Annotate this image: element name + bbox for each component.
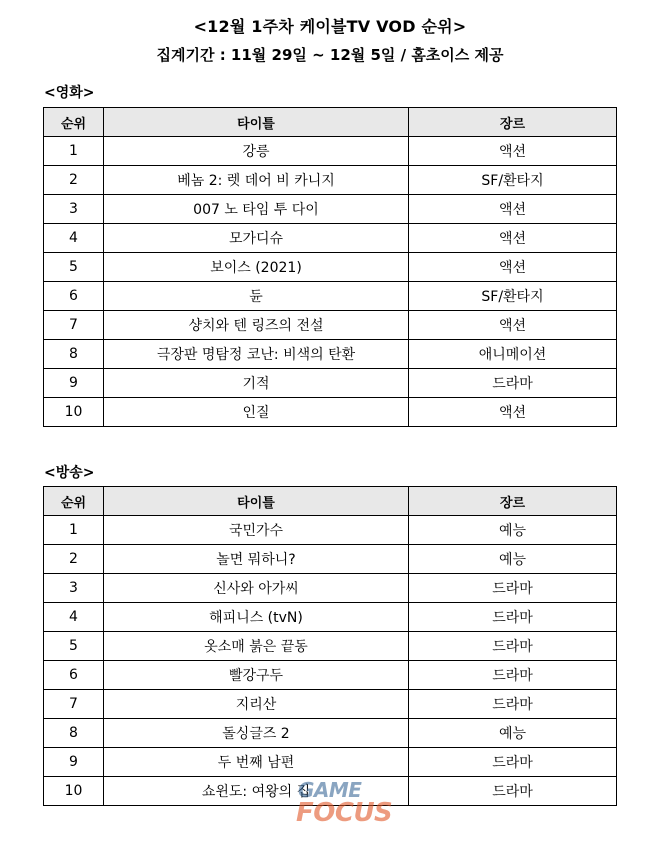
- genre-cell: 액션: [409, 398, 617, 427]
- rank-cell: 8: [44, 340, 104, 369]
- title-cell: 샹치와 텐 링즈의 전설: [104, 311, 409, 340]
- rank-cell: 2: [44, 166, 104, 195]
- rank-cell: 7: [44, 311, 104, 340]
- column-header-rank: 순위: [44, 108, 104, 137]
- watermark-line2: FOCUS: [296, 798, 393, 828]
- title-cell: 듄: [104, 282, 409, 311]
- rank-cell: 5: [44, 632, 104, 661]
- table-row: [44, 369, 617, 398]
- column-header-title: 타이틀: [104, 487, 409, 516]
- table-header-row: [44, 487, 617, 516]
- title-cell: 쇼윈도: 여왕의 집: [104, 777, 409, 806]
- tv-table-body: [44, 516, 617, 806]
- genre-cell: 액션: [409, 253, 617, 282]
- table-row: [44, 398, 617, 427]
- table-row: [44, 224, 617, 253]
- title-cell: 극장판 명탐정 코난: 비색의 탄환: [104, 340, 409, 369]
- title-cell: 기적: [104, 369, 409, 398]
- column-header-genre: 장르: [409, 108, 617, 137]
- rank-cell: 10: [44, 398, 104, 427]
- title-cell: 베놈 2: 렛 데어 비 카니지: [104, 166, 409, 195]
- column-header-rank: 순위: [44, 487, 104, 516]
- rank-cell: 5: [44, 253, 104, 282]
- genre-cell: 드라마: [409, 603, 617, 632]
- genre-cell: 드라마: [409, 574, 617, 603]
- rank-cell: 3: [44, 195, 104, 224]
- table-row: [44, 516, 617, 545]
- genre-cell: 예능: [409, 545, 617, 574]
- table-row: [44, 777, 617, 806]
- column-header-genre: 장르: [409, 487, 617, 516]
- table-row: [44, 632, 617, 661]
- movies-section-label: <영화>: [44, 85, 95, 101]
- table-row: [44, 195, 617, 224]
- rank-cell: 6: [44, 282, 104, 311]
- genre-cell: 예능: [409, 719, 617, 748]
- genre-cell: 액션: [409, 224, 617, 253]
- title-cell: 돌싱글즈 2: [104, 719, 409, 748]
- title-cell: 해피니스 (tvN): [104, 603, 409, 632]
- table-row: [44, 661, 617, 690]
- watermark-line1: GAME: [298, 778, 362, 802]
- genre-cell: 액션: [409, 311, 617, 340]
- rank-cell: 6: [44, 661, 104, 690]
- table-row: [44, 690, 617, 719]
- rank-cell: 9: [44, 369, 104, 398]
- title-cell: 빨강구두: [104, 661, 409, 690]
- table-row: [44, 311, 617, 340]
- genre-cell: 드라마: [409, 777, 617, 806]
- title-cell: 놀면 뭐하니?: [104, 545, 409, 574]
- table-row: [44, 253, 617, 282]
- genre-cell: 액션: [409, 195, 617, 224]
- title-cell: 007 노 타임 투 다이: [104, 195, 409, 224]
- genre-cell: 액션: [409, 137, 617, 166]
- table-header-row: [44, 108, 617, 137]
- genre-cell: 예능: [409, 516, 617, 545]
- table-row: [44, 166, 617, 195]
- tv-section-label: <방송>: [44, 465, 95, 481]
- title-cell: 지리산: [104, 690, 409, 719]
- genre-cell: 드라마: [409, 690, 617, 719]
- genre-cell: 애니메이션: [409, 340, 617, 369]
- rank-cell: 4: [44, 603, 104, 632]
- title-cell: 강릉: [104, 137, 409, 166]
- movies-table-body: [44, 137, 617, 427]
- page-title: <12월 1주차 케이블TV VOD 순위>: [193, 17, 467, 36]
- rank-cell: 7: [44, 690, 104, 719]
- table-row: [44, 545, 617, 574]
- rank-cell: 2: [44, 545, 104, 574]
- aggregation-period: 집계기간 : 11월 29일 ~ 12월 5일 / 홈초이스 제공: [156, 46, 504, 64]
- rank-cell: 1: [44, 516, 104, 545]
- title-cell: 보이스 (2021): [104, 253, 409, 282]
- rank-cell: 1: [44, 137, 104, 166]
- tv-ranking-table: [43, 486, 617, 806]
- table-row: [44, 574, 617, 603]
- title-cell: 국민가수: [104, 516, 409, 545]
- genre-cell: SF/환타지: [409, 282, 617, 311]
- table-row: [44, 137, 617, 166]
- rank-cell: 3: [44, 574, 104, 603]
- genre-cell: 드라마: [409, 369, 617, 398]
- rank-cell: 9: [44, 748, 104, 777]
- title-cell: 인질: [104, 398, 409, 427]
- table-row: [44, 603, 617, 632]
- rank-cell: 10: [44, 777, 104, 806]
- table-row: [44, 748, 617, 777]
- title-cell: 두 번째 남편: [104, 748, 409, 777]
- title-cell: 옷소매 붉은 끝동: [104, 632, 409, 661]
- rank-cell: 8: [44, 719, 104, 748]
- movies-ranking-table: [43, 107, 617, 427]
- title-cell: 신사와 아가씨: [104, 574, 409, 603]
- table-row: [44, 282, 617, 311]
- column-header-title: 타이틀: [104, 108, 409, 137]
- table-row: [44, 340, 617, 369]
- genre-cell: 드라마: [409, 748, 617, 777]
- genre-cell: 드라마: [409, 632, 617, 661]
- genre-cell: SF/환타지: [409, 166, 617, 195]
- rank-cell: 4: [44, 224, 104, 253]
- title-cell: 모가디슈: [104, 224, 409, 253]
- genre-cell: 드라마: [409, 661, 617, 690]
- table-row: [44, 719, 617, 748]
